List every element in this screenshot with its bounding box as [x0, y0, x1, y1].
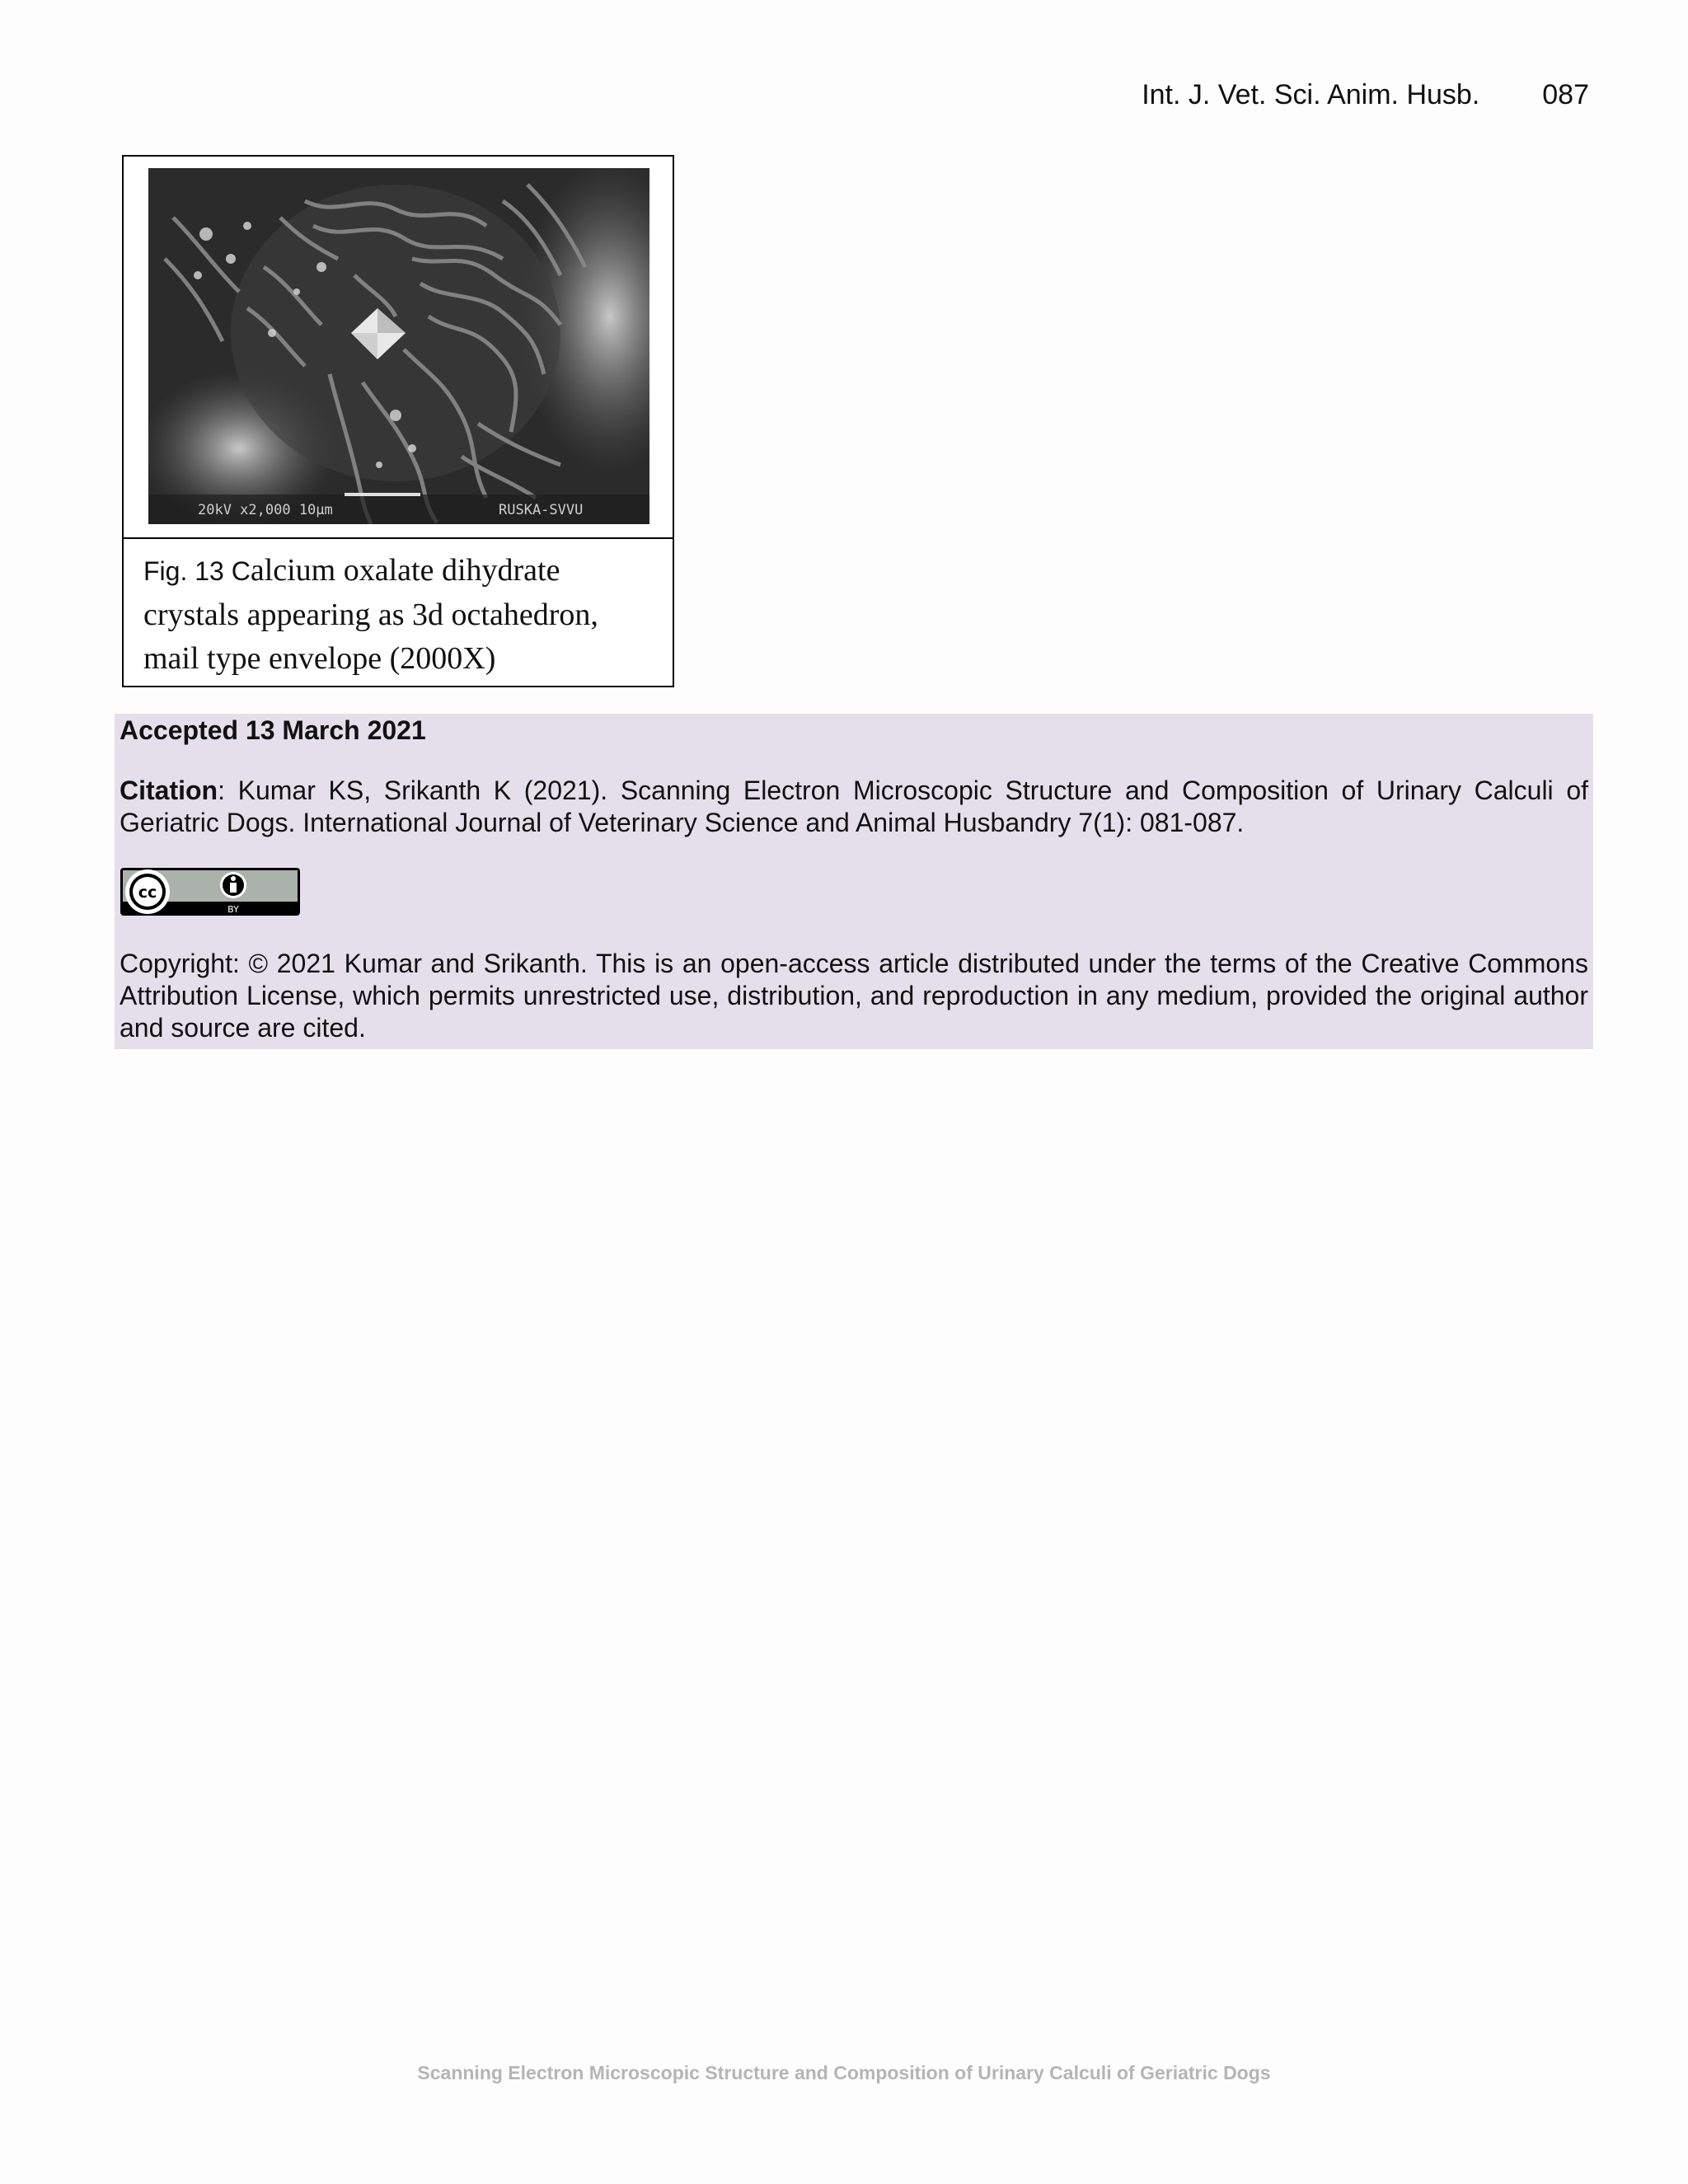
- citation-text: : Kumar KS, Srikanth K (2021). Scanning Electron Microscopic Structure and Composition of Urinary Calculi of Geriatric Dogs. International Journal of Veterinary Science and Animal Husbandry 7(1): 081-087.: [120, 776, 1588, 837]
- sem-scale-text-left: 20kV x2,000 10μm: [198, 502, 333, 518]
- accepted-date: Accepted 13 March 2021: [120, 715, 426, 745]
- by-label: BY: [227, 904, 239, 915]
- citation-label: Citation: [120, 776, 218, 805]
- running-head: [1142, 79, 1589, 111]
- cc-by-license-icon[interactable]: [120, 867, 301, 916]
- journal-abbreviation: Int. J. Vet. Sci. Anim. Husb.: [1142, 79, 1480, 110]
- caption-prefix: Fig. 13 C: [143, 556, 251, 586]
- cc-label: cc: [138, 883, 157, 902]
- figure-13: [122, 155, 674, 687]
- figure-image-cell: [124, 157, 673, 539]
- page-number: 087: [1542, 79, 1589, 110]
- article-info-panel: [115, 714, 1593, 1049]
- caption-line-3: mail type envelope (2000X): [143, 641, 496, 676]
- citation: [120, 775, 1588, 839]
- sem-scale-text-right: RUSKA-SVVU: [499, 502, 584, 518]
- page-footer-title: Scanning Electron Microscopic Structure and Composition of Urinary Calculi of Geriatric Dogs: [417, 2062, 1271, 2083]
- figure-caption: [124, 539, 673, 681]
- copyright-notice: Copyright: © 2021 Kumar and Srikanth. This is an open-access article distributed under the terms of the Creative Commons Attribution License, which permits unrestricted use, distribution, and reproduction in any medium, provided the original author and source are cited.: [120, 949, 1588, 1043]
- caption-line-1: alcium oxalate dihydrate: [250, 553, 560, 588]
- caption-line-2: crystals appearing as 3d octahedron,: [143, 598, 598, 632]
- sem-micrograph-image: [148, 168, 649, 524]
